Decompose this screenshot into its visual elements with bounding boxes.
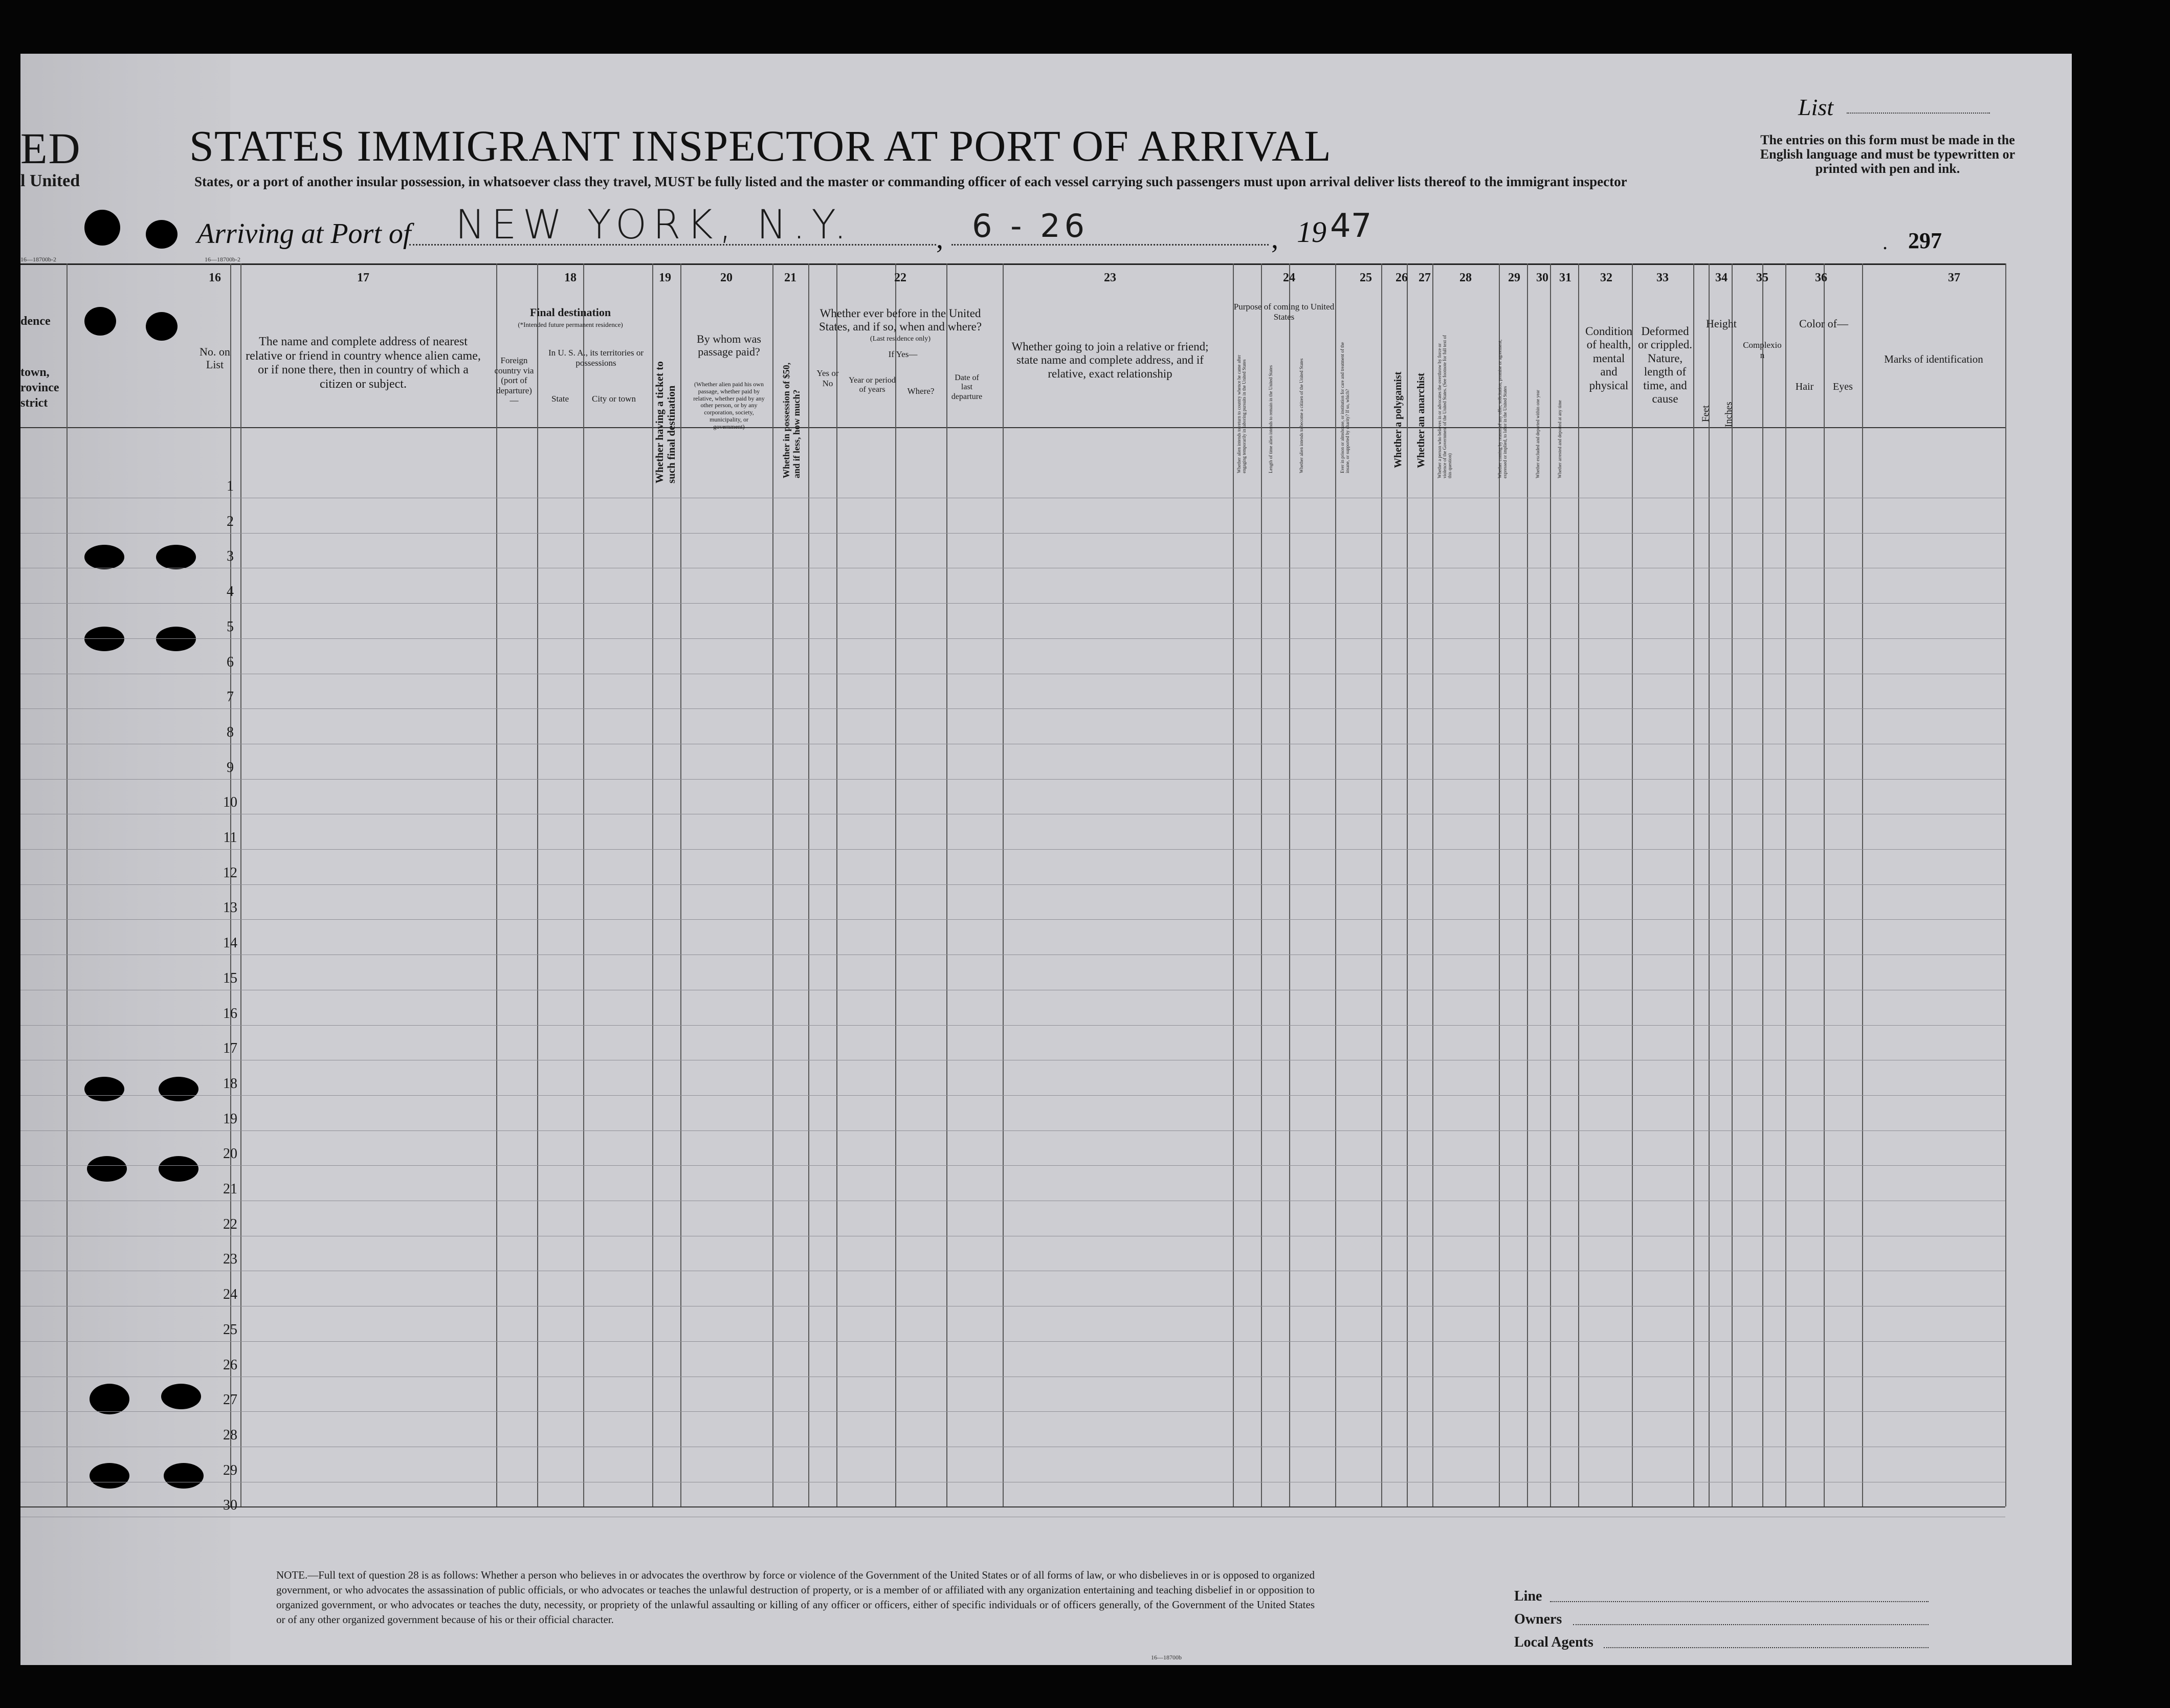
header-health: Condition of health, mental and physical — [1585, 325, 1632, 392]
column-number: 31 — [1559, 271, 1571, 284]
table-row — [20, 1341, 2005, 1342]
header-in-usa: In U. S. A., its territories or possessions — [548, 348, 644, 368]
form-code: 16—18700b-2 — [205, 256, 240, 263]
column-number: 17 — [357, 271, 369, 284]
grid-column-line — [240, 263, 241, 1506]
column-number: 36 — [1815, 271, 1827, 284]
arriving-label: Arriving at Port of — [197, 218, 411, 250]
header-deformed: Deformed or crippled. Nature, length of time, and cause — [1637, 325, 1692, 406]
grid-column-line — [496, 263, 497, 1506]
grid-column-line — [1693, 263, 1694, 1506]
header-join-relative: Whether going to join a relative or friend; state name and complete address, and if relative, exact relationship — [1011, 340, 1209, 380]
header-overthrow: Whether a person who believes in or advocates the overthrow by force or violence of the Government of the United States. (See footnote for full text of this question) — [1437, 335, 1452, 478]
header-city-or-town: City or town — [592, 394, 636, 404]
row-number: 8 — [227, 724, 234, 740]
header-date-last-departure: Date of last departure — [951, 373, 983, 401]
header-become-citizen: Whether alien intends to become a citizen of the United States — [1299, 358, 1304, 473]
row-number: 26 — [223, 1357, 237, 1373]
row-number: 30 — [223, 1497, 237, 1514]
grid-column-line — [1233, 263, 1234, 1506]
header-length-of-stay: Length of time alien intends to remain in the United States — [1268, 365, 1273, 473]
manifest-grid — [20, 263, 2005, 1506]
header-polygamist: Whether a polygamist — [1392, 371, 1404, 468]
row-number: 20 — [223, 1146, 237, 1162]
page-dot: . — [1883, 231, 1888, 254]
column-number: 20 — [720, 271, 733, 284]
table-row — [20, 1025, 2005, 1026]
column-number: 24 — [1283, 271, 1295, 284]
header-color-of: Color of— — [1799, 317, 1848, 330]
port-handwritten: NEW YORK, N.Y. — [455, 202, 853, 248]
table-row — [20, 849, 2005, 850]
row-number: 21 — [223, 1181, 237, 1197]
grid-column-line — [946, 263, 947, 1506]
grid-column-line — [1407, 263, 1408, 1506]
header-state: State — [551, 394, 569, 404]
punch-hole — [84, 307, 116, 336]
grid-column-line — [1785, 263, 1786, 1506]
row-number: 14 — [223, 935, 237, 951]
row-number: 6 — [227, 654, 234, 670]
owners-label: Owners — [1514, 1611, 1562, 1627]
column-number: 16 — [209, 271, 221, 284]
row-number: 15 — [223, 970, 237, 986]
header-nearest-relative: The name and complete address of nearest relative or friend in country whence alien came, or if none there, then in country of which a citizen or subject. — [246, 335, 481, 391]
table-bottom-border — [20, 1506, 2005, 1507]
column-number: 23 — [1104, 271, 1116, 284]
punch-hole — [90, 1463, 129, 1489]
grid-column-line — [1632, 263, 1633, 1506]
row-number: 10 — [223, 794, 237, 811]
grid-column-line — [1709, 263, 1710, 1506]
header-excluded: Whether excluded and deported within one year — [1535, 390, 1540, 478]
table-row — [20, 708, 2005, 709]
table-row — [20, 1165, 2005, 1166]
header-anarchist: Whether an anarchist — [1415, 373, 1427, 468]
punch-hole — [84, 1077, 124, 1101]
header-last-residence: (Last residence only) — [870, 335, 931, 343]
fragment-province: rovince — [20, 381, 59, 394]
form-code: 16—18700b-2 — [20, 256, 56, 263]
header-hair: Hair — [1795, 381, 1814, 392]
grid-column-line — [537, 263, 538, 1506]
row-number: 12 — [223, 864, 237, 881]
header-ever-before: Whether ever before in the United States, and if so, when and where? — [818, 307, 982, 334]
header-feet: Feet — [1700, 405, 1711, 422]
row-number: 23 — [223, 1251, 237, 1268]
column-number: 37 — [1948, 271, 1960, 284]
header-passage-paid: By whom was passage paid? — [697, 332, 761, 359]
list-number-line — [1847, 113, 1990, 114]
column-number: 32 — [1600, 271, 1612, 284]
header-passage-note: (Whether alien paid his own passage, whether paid by relative, whether paid by any other person, or by any corporation, society, municipality, or government) — [693, 381, 765, 430]
row-number: 17 — [223, 1040, 237, 1057]
grid-column-line — [230, 263, 231, 1506]
truncated-title-fragment: ED — [20, 124, 81, 173]
grid-column-line — [1003, 263, 1004, 1506]
punch-hole — [84, 627, 124, 651]
grid-column-line — [1432, 263, 1433, 1506]
manifest-sheet — [20, 54, 2072, 1665]
punch-hole — [146, 220, 178, 249]
row-number: 13 — [223, 900, 237, 916]
form-code: 16—18700b — [1151, 1654, 1182, 1661]
punch-hole — [87, 1156, 127, 1182]
local-agents-field — [1604, 1647, 1929, 1648]
column-number: 28 — [1459, 271, 1472, 284]
header-inches: Inches — [1723, 402, 1734, 427]
grid-column-line — [583, 263, 584, 1506]
fragment-town: town, — [20, 366, 50, 379]
line-field — [1550, 1601, 1929, 1602]
header-final-destination: Final destination — [529, 306, 611, 319]
header-where: Where? — [907, 386, 935, 396]
grid-column-line — [67, 263, 68, 1506]
header-yes-or-no: Yes or No — [816, 368, 839, 388]
table-row — [20, 1411, 2005, 1412]
row-number: 18 — [223, 1075, 237, 1092]
header-deported: Whether arrested and deported at any time — [1557, 400, 1562, 478]
row-number: 5 — [227, 618, 234, 635]
grid-column-line — [1862, 263, 1863, 1506]
grid-column-line — [1732, 263, 1733, 1506]
table-row — [20, 1130, 2005, 1131]
table-row — [20, 638, 2005, 639]
column-number: 18 — [564, 271, 577, 284]
year-handwritten: 47 — [1330, 207, 1372, 245]
grid-column-line — [2005, 263, 2006, 1506]
column-number: 29 — [1508, 271, 1520, 284]
column-number: 22 — [894, 271, 906, 284]
header-final-destination-note: (*Intended future permanent residence) — [518, 321, 623, 328]
table-row — [20, 919, 2005, 920]
row-number: 24 — [223, 1286, 237, 1303]
page-number: 297 — [1908, 228, 1942, 253]
column-number: 34 — [1715, 271, 1728, 284]
row-number: 28 — [223, 1427, 237, 1443]
row-number: 3 — [227, 548, 234, 565]
header-ticket: Whether having a ticket to such final destination — [653, 361, 678, 483]
column-number: 33 — [1656, 271, 1669, 284]
grid-column-line — [680, 263, 681, 1506]
row-number: 11 — [223, 830, 237, 846]
list-label: List — [1798, 94, 1834, 120]
entries-instruction: The entries on this form must be made in the English language and must be typewritten or printed with pen and ink. — [1760, 132, 2016, 176]
footnote-question-28: NOTE.—Full text of question 28 is as follows: Whether a person who believes in or advocates the overthrow by force or violence of the Government of the United States or of all forms of law, or who disbelieves in or is opposed to organized government, or who advocates the assassination of public officials, or who advocates or teaches the unlawful destruction of property, or is a member of or affiliated with any organization entertaining and teaching disbelief in or opposition to organized government, or who advocates or teaches the duty, necessity, or propriety of the unlawful assaulting or killing of any officer or officers, either of specific individuals or of officers generally, of the Government of the United States or of any other organized government because of his or their official character. — [276, 1569, 1315, 1626]
table-row — [20, 603, 2005, 604]
header-purpose: Purpose of coming to United States — [1233, 302, 1335, 322]
column-number: 25 — [1360, 271, 1372, 284]
row-number: 9 — [227, 759, 234, 775]
punch-hole — [159, 1156, 198, 1182]
table-row — [20, 1095, 2005, 1096]
row-number: 22 — [223, 1216, 237, 1232]
header-prison-almshouse: Ever in prison or almshouse, or institution for care and treatment of the insane, or supported by charity? If so, which? — [1340, 342, 1350, 473]
comma: , — [1271, 223, 1278, 255]
column-number: 35 — [1756, 271, 1768, 284]
fragment-residence: dence — [20, 315, 51, 328]
row-number: 7 — [227, 689, 234, 705]
header-height: Height — [1706, 317, 1737, 330]
header-year-period: Year or period of years — [849, 376, 896, 394]
table-row — [20, 779, 2005, 780]
row-number: 19 — [223, 1111, 237, 1127]
grid-column-line — [836, 263, 837, 1506]
row-number: 25 — [223, 1321, 237, 1338]
grid-column-line — [1381, 263, 1382, 1506]
page-title: STATES IMMIGRANT INSPECTOR AT PORT OF ARRIVAL — [189, 121, 1332, 170]
local-agents-label: Local Agents — [1514, 1634, 1593, 1650]
table-row — [20, 884, 2005, 885]
line-label: Line — [1514, 1588, 1542, 1604]
row-number: 27 — [223, 1392, 237, 1408]
page-subtitle: States, or a port of another insular possession, in whatsoever class they travel, MUST be fully listed and the master or commanding officer of each vessel carrying such passengers must upon arrival deliver lists thereof to the immigrant inspector — [194, 174, 1627, 189]
grid-column-line — [808, 263, 809, 1506]
header-complexion: Complexion — [1743, 340, 1782, 360]
header-if-yes: If Yes— — [888, 349, 918, 359]
header-foreign-country: Foreign country via (port of departure)— — [494, 356, 534, 406]
grid-column-line — [1578, 263, 1579, 1506]
row-number: 29 — [223, 1462, 237, 1478]
grid-column-line — [1335, 263, 1336, 1506]
punch-hole — [159, 1077, 198, 1101]
header-marks: Marks of identification — [1884, 353, 1983, 365]
fragment-district: strict — [20, 396, 48, 410]
header-return-country: Whether alien intends to return to country whence he came after engaging temporarily in laboring pursuits in the United States — [1236, 354, 1247, 473]
grid-column-line — [895, 263, 896, 1506]
date-handwritten: 6 - 26 — [972, 207, 1089, 245]
header-eyes: Eyes — [1833, 381, 1853, 392]
grid-column-line — [772, 263, 773, 1506]
header-no-on-list: No. on List — [200, 345, 230, 371]
table-row — [20, 533, 2005, 534]
punch-hole — [164, 1463, 204, 1489]
punch-hole — [84, 210, 120, 246]
grid-column-line — [1762, 263, 1763, 1506]
punch-hole — [90, 1384, 129, 1414]
punch-hole — [156, 545, 196, 569]
header-labor-offer: Whether coming by reason of any offer, solicitation, promise or agreement, expressed or implied, to labor in the United States — [1497, 339, 1508, 478]
punch-hole — [161, 1384, 201, 1409]
column-number: 30 — [1536, 271, 1548, 284]
truncated-subtitle-fragment: l United — [20, 171, 80, 190]
punch-hole — [146, 312, 178, 341]
year-prefix: 19 — [1297, 215, 1326, 249]
row-number: 2 — [227, 513, 234, 529]
header-fifty-dollars: Whether in possession of $50, and if less, how much? — [781, 362, 802, 478]
row-number: 4 — [227, 584, 234, 600]
column-number: 26 — [1396, 271, 1408, 284]
comma: , — [936, 223, 943, 255]
row-number: 16 — [223, 1005, 237, 1022]
punch-hole — [84, 545, 124, 569]
column-number: 27 — [1419, 271, 1431, 284]
owners-field — [1573, 1624, 1929, 1625]
column-number: 21 — [784, 271, 796, 284]
grid-column-line — [1824, 263, 1825, 1506]
punch-hole — [156, 627, 196, 651]
column-number: 19 — [659, 271, 671, 284]
row-number: 1 — [227, 478, 234, 494]
